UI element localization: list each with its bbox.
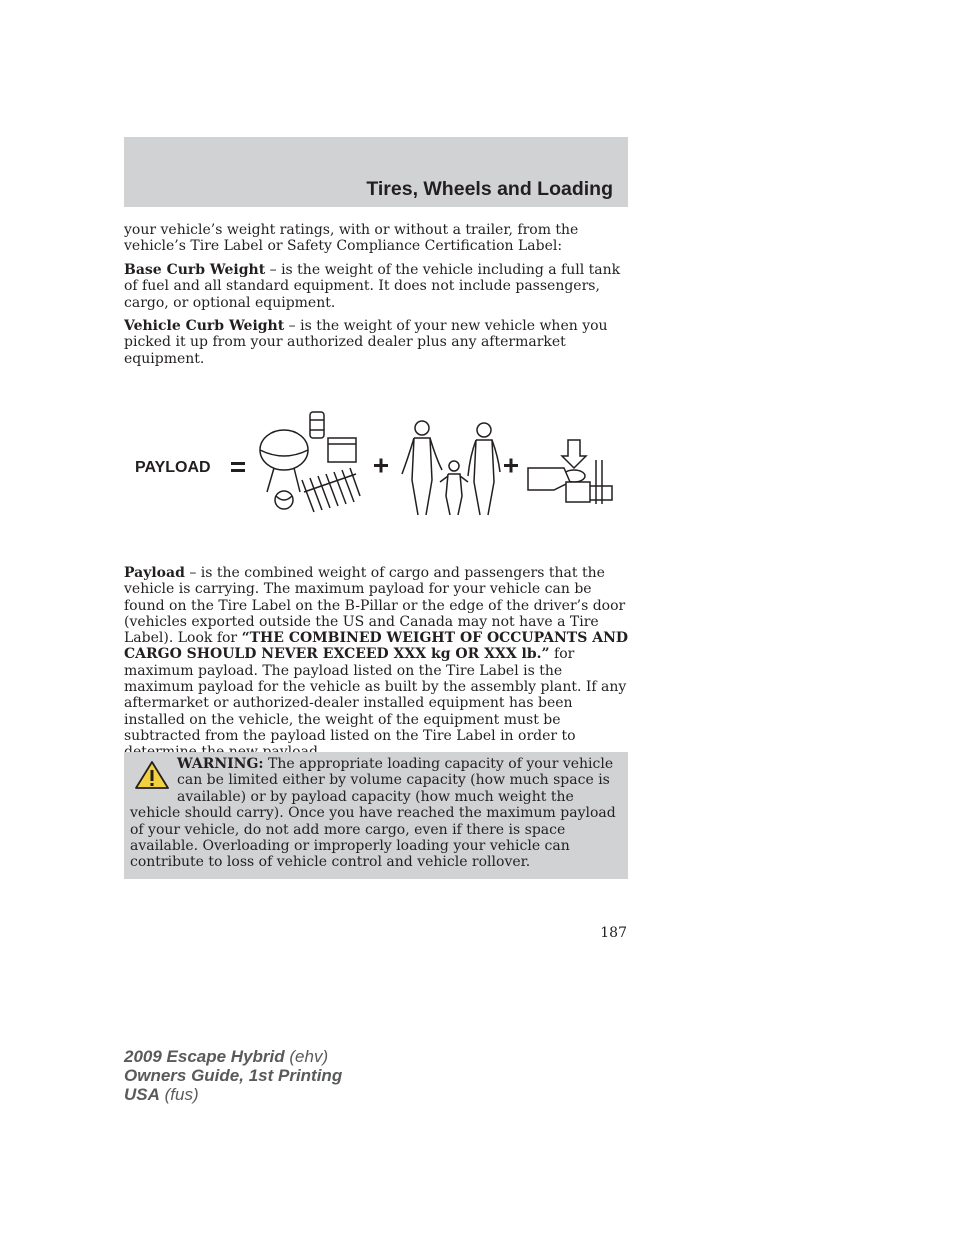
equals-icon [231, 462, 245, 472]
section-header-band [124, 137, 628, 207]
page-number: 187 [600, 925, 627, 941]
warning-text: The appropriate loading capacity of your vehicle can be limited either by volume capacity (how much space is available) or by payload capacity (how much weight the vehicle should carry). Once you have reached the maximum payload of your vehicle, do not add more cargo, even if there is space available. Overloading or improperly loading your vehicle can contribute to loss of vehicle control and vehicle rollover. [130, 756, 616, 871]
footer-printing: Owners Guide, 1st Printing [124, 1066, 343, 1085]
payload-label: PAYLOAD [135, 459, 211, 476]
footer-line-market [124, 1085, 342, 1104]
payload-text-2: for maximum payload. The payload listed on the Tire Label is the maximum payload for the vehicle as built by the assembly plant. If any aftermarket or authorized-dealer installed equipment has been installed on the vehicle, the weight of the equipment must be subtracted from the payload listed on the Tire Label in order to [124, 646, 627, 744]
footer-model-code: (ehv) [284, 1047, 329, 1066]
passengers-icon [402, 421, 500, 515]
payload-section [124, 565, 628, 761]
warning-label: WARNING: [177, 756, 264, 772]
payload-paragraph [124, 565, 628, 761]
definition-term: Vehicle Curb Weight [124, 318, 285, 335]
payload-term: Payload [124, 565, 185, 581]
footer-market: USA [124, 1085, 160, 1104]
footer-market-code: (fus) [159, 1085, 199, 1104]
definition-base-curb-weight [124, 262, 628, 311]
plus-icon [504, 459, 518, 473]
footer-model: 2009 Escape Hybrid [124, 1047, 285, 1066]
payload-equation-figure [124, 400, 628, 525]
payload-emphasis: “THE COMBINED WEIGHT OF OCCUPANTS AND CARGO SHOULD NEVER EXCEED XXX kg OR XXX lb.” [124, 630, 629, 663]
trailer-hitch-icon [528, 440, 612, 504]
plus-icon [374, 459, 388, 473]
definition-text: – is the weight of the vehicle including a full tank of fuel and all standard equipment. It does not include passengers, cargo, or optional equipment. [124, 261, 621, 311]
definition-vehicle-curb-weight [124, 318, 628, 367]
definitions-section [124, 222, 628, 374]
footer-line-printing [124, 1066, 342, 1085]
warning-triangle-icon [134, 760, 170, 790]
definition-text: – is the weight of your new vehicle when you picked it up from your authorized dealer plus any aftermarket equipment. [124, 318, 608, 367]
footer-line-model [124, 1047, 342, 1066]
intro-paragraph: your vehicle’s weight ratings, with or without a trailer, from the vehicle’s Tire Label or Safety Compliance Certification Label: [124, 222, 579, 255]
payload-text-1: – is the combined weight of cargo and passengers that the vehicle is carrying. The maximum payload for your vehicle can be found on the Tire Label on the B-Pillar or the edge of the driver’s door (vehicles exported outside the US and Canada may not have a Tire Label). Look for [124, 565, 626, 647]
footer-edition-info [124, 1047, 342, 1104]
warning-box [124, 752, 628, 879]
cargo-icon [260, 412, 360, 512]
definition-term: Base Curb Weight [124, 261, 266, 278]
section-title: Tires, Wheels and Loading [366, 178, 613, 200]
payload-illustration [124, 400, 628, 525]
